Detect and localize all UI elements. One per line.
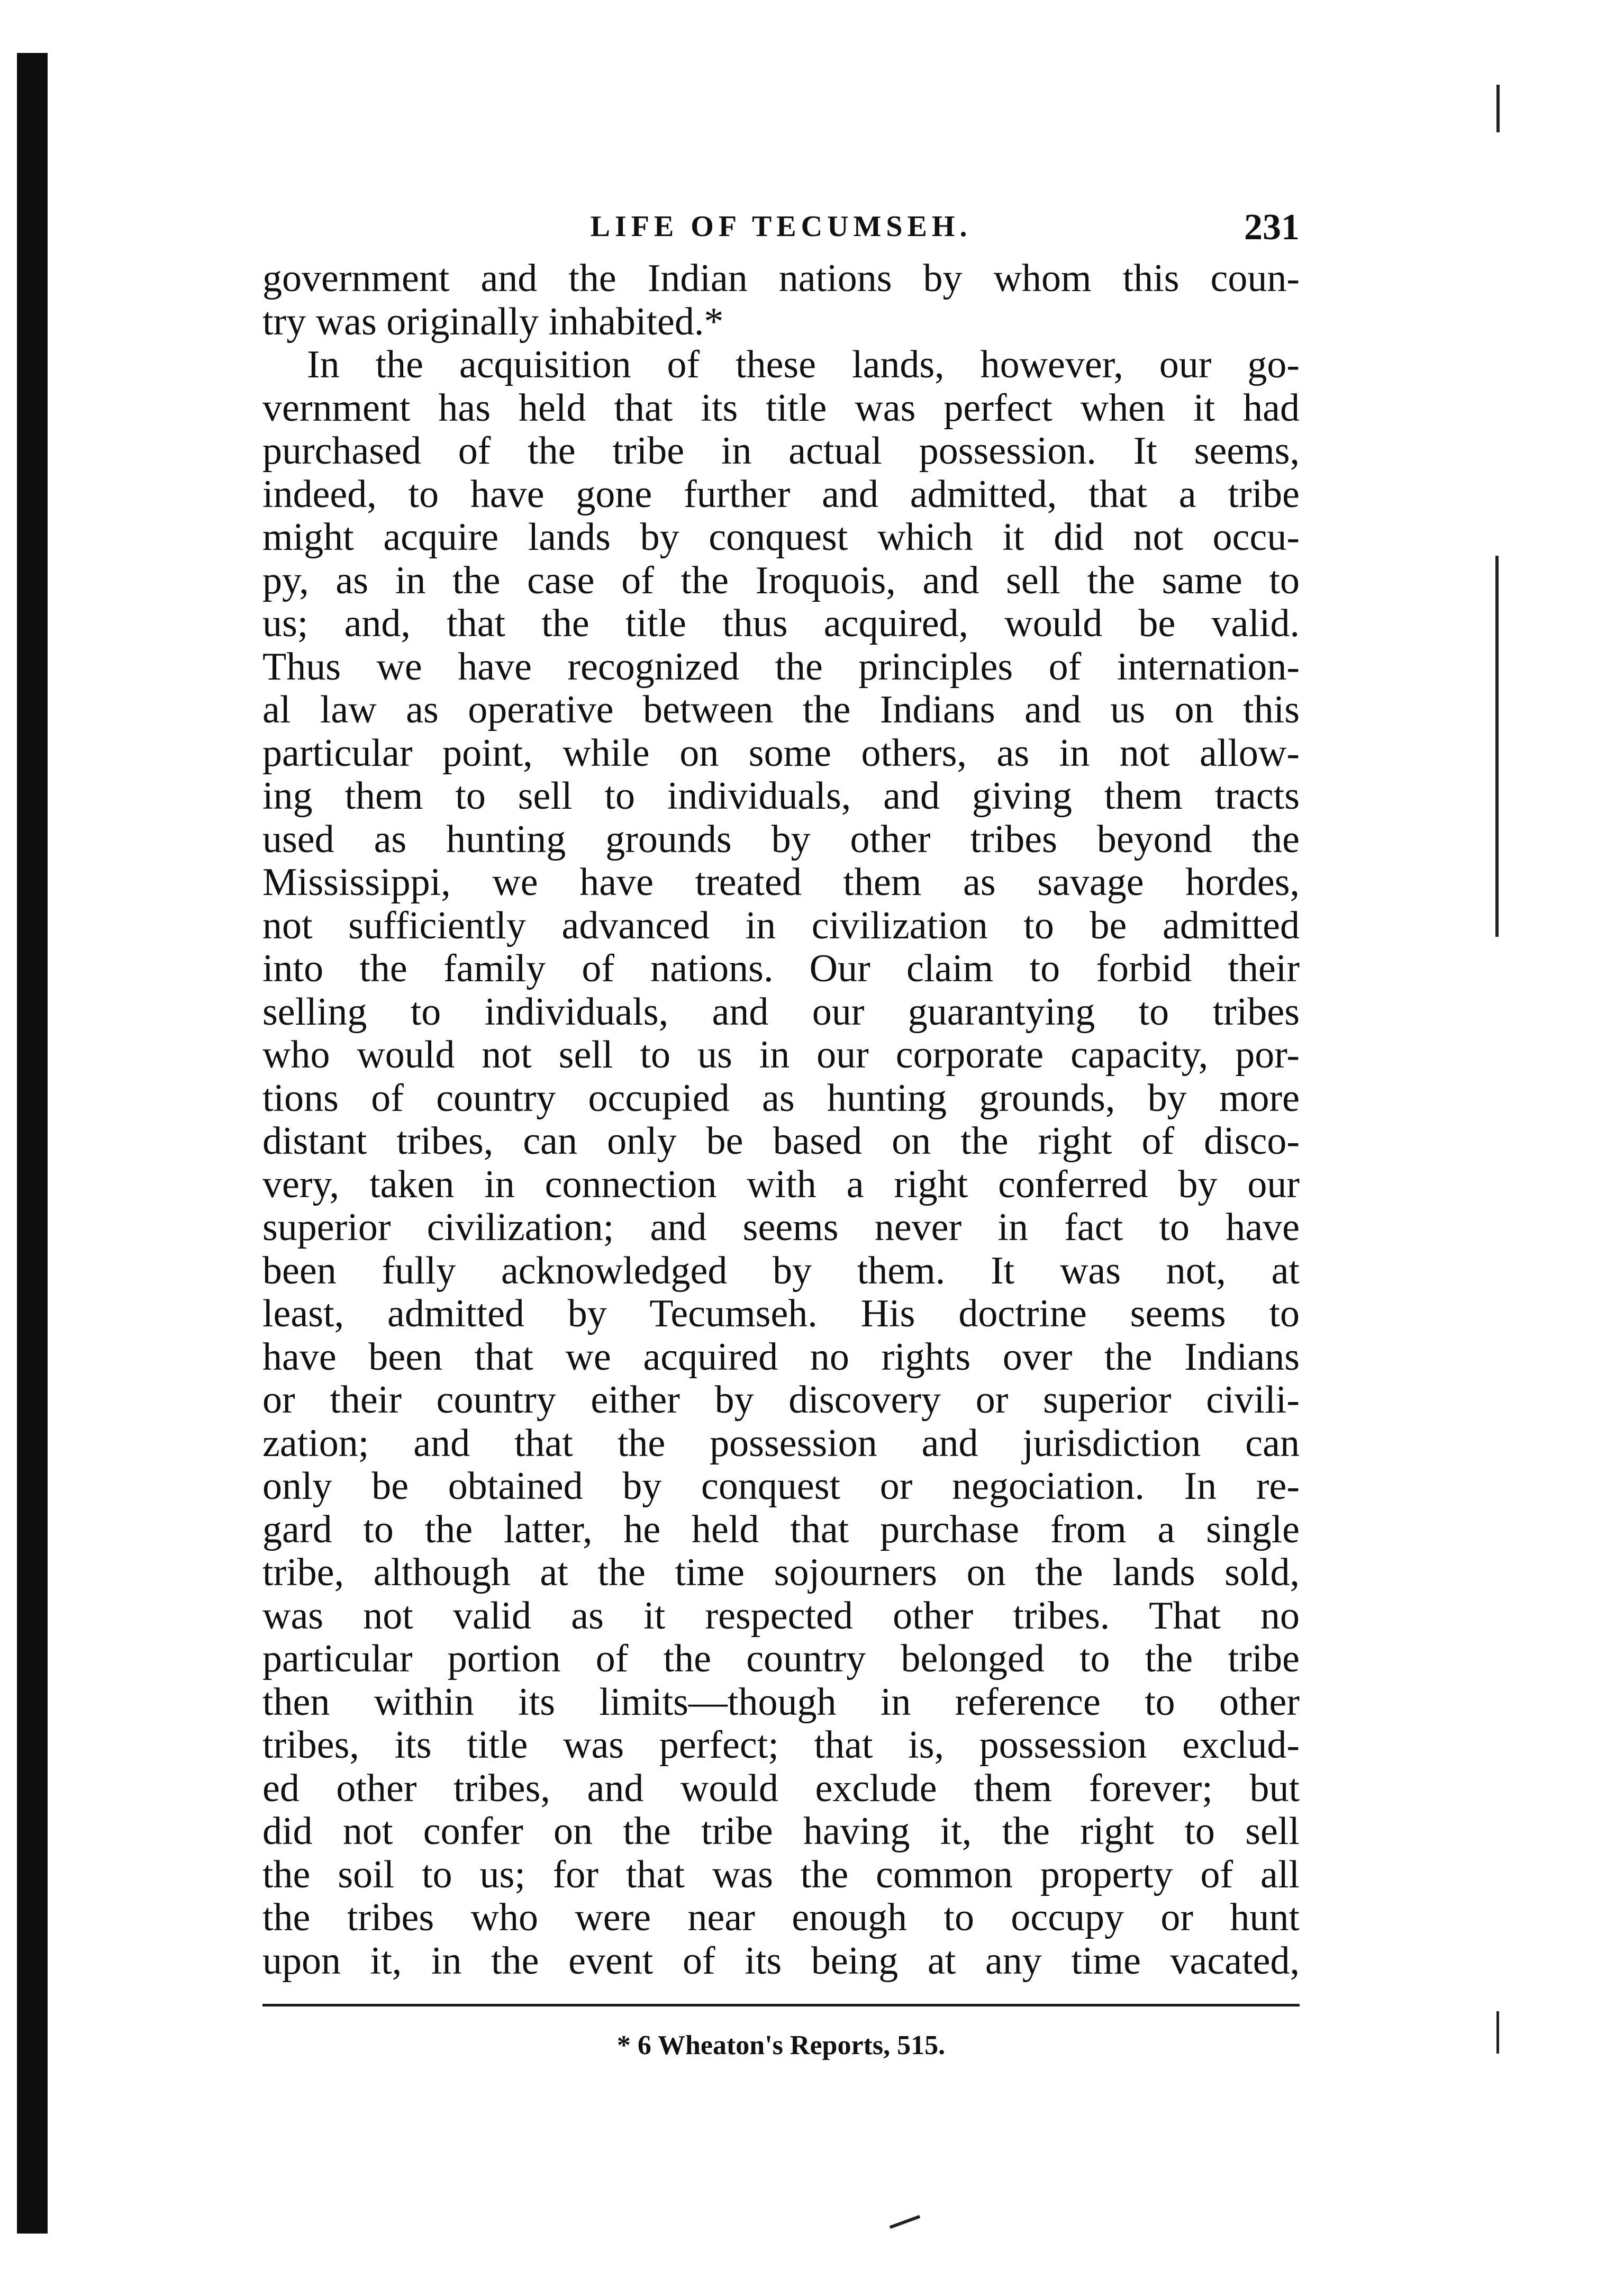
text-line: used as hunting grounds by other tribes beyond the — [262, 818, 1300, 861]
text-line: government and the Indian nations by whom this coun- — [262, 257, 1300, 300]
text-line: al law as operative between the Indians and us on this — [262, 689, 1300, 731]
scan-speck — [1496, 85, 1500, 132]
text-line: did not confer on the tribe having it, the right to sell — [262, 1810, 1300, 1853]
text-line: least, admitted by Tecumseh. His doctrine seems to — [262, 1292, 1300, 1335]
text-line: superior civilization; and seems never in fact to have — [262, 1206, 1300, 1249]
text-line: selling to individuals, and our guarantying to tribes — [262, 990, 1300, 1034]
text-line: particular point, while on some others, as in not allow- — [262, 731, 1300, 775]
text-line: very, taken in connection with a right conferred by our — [262, 1163, 1300, 1206]
text-line: us; and, that the title thus acquired, would be valid. — [262, 602, 1300, 645]
text-line: upon it, in the event of its being at any time vacated, — [262, 1939, 1300, 1983]
footnote-rule — [262, 2004, 1300, 2006]
text-line: distant tribes, can only be based on the right of disco- — [262, 1120, 1300, 1163]
text-line: Mississippi, we have treated them as savage hordes, — [262, 861, 1300, 904]
text-line: ing them to sell to individuals, and giving them tracts — [262, 775, 1300, 818]
running-head — [262, 207, 1300, 257]
scan-binding-edge — [17, 53, 48, 2234]
scan-speck — [1496, 2011, 1499, 2054]
body-text — [262, 257, 1300, 1983]
text-line: only be obtained by conquest or negociation. In re- — [262, 1465, 1300, 1508]
text-line: In the acquisition of these lands, however, our go- — [307, 344, 1300, 386]
text-line: then within its limits—though in reference to other — [262, 1680, 1300, 1724]
text-line: py, as in the case of the Iroquois, and sell the same to — [262, 559, 1300, 602]
book-page — [262, 207, 1300, 2061]
text-line: not sufficiently advanced in civilization to be admitted — [262, 904, 1300, 947]
text-line: tribes, its title was perfect; that is, possession exclud- — [262, 1724, 1300, 1767]
text-line: gard to the latter, he held that purchase from a single — [262, 1508, 1300, 1551]
text-line: might acquire lands by conquest which it did not occu- — [262, 516, 1300, 559]
text-line: vernment has held that its title was perfect when it had — [262, 386, 1300, 430]
text-line: have been that we acquired no rights over the Indians — [262, 1335, 1300, 1379]
text-line: indeed, to have gone further and admitted, that a tribe — [262, 473, 1300, 516]
text-line: the tribes who were near enough to occupy or hunt — [262, 1896, 1300, 1939]
text-line: Thus we have recognized the principles of internation- — [262, 645, 1300, 689]
scan-speck — [1495, 556, 1499, 937]
text-line: tions of country occupied as hunting grounds, by more — [262, 1077, 1300, 1120]
running-title: LIFE OF TECUMSEH. — [590, 210, 972, 243]
text-line: the soil to us; for that was the common property of all — [262, 1853, 1300, 1896]
text-line: try was originally inhabited.* — [262, 300, 724, 344]
text-line: tribe, although at the time sojourners on the lands sold, — [262, 1551, 1300, 1594]
text-line: or their country either by discovery or superior civili- — [262, 1379, 1300, 1422]
text-line: been fully acknowledged by them. It was not, at — [262, 1249, 1300, 1292]
page-number: 231 — [1244, 207, 1300, 248]
scan-speck — [890, 2215, 920, 2229]
text-line: purchased of the tribe in actual possession. It seems, — [262, 430, 1300, 473]
text-line: particular portion of the country belonged to the tribe — [262, 1638, 1300, 1680]
text-line: was not valid as it respected other tribes. That no — [262, 1594, 1300, 1638]
text-line: ed other tribes, and would exclude them forever; but — [262, 1767, 1300, 1810]
text-line: who would not sell to us in our corporate capacity, por- — [262, 1034, 1300, 1077]
text-line: zation; and that the possession and jurisdiction can — [262, 1422, 1300, 1465]
footnote: * 6 Wheaton's Reports, 515. — [616, 2030, 946, 2060]
text-line: into the family of nations. Our claim to forbid their — [262, 947, 1300, 990]
